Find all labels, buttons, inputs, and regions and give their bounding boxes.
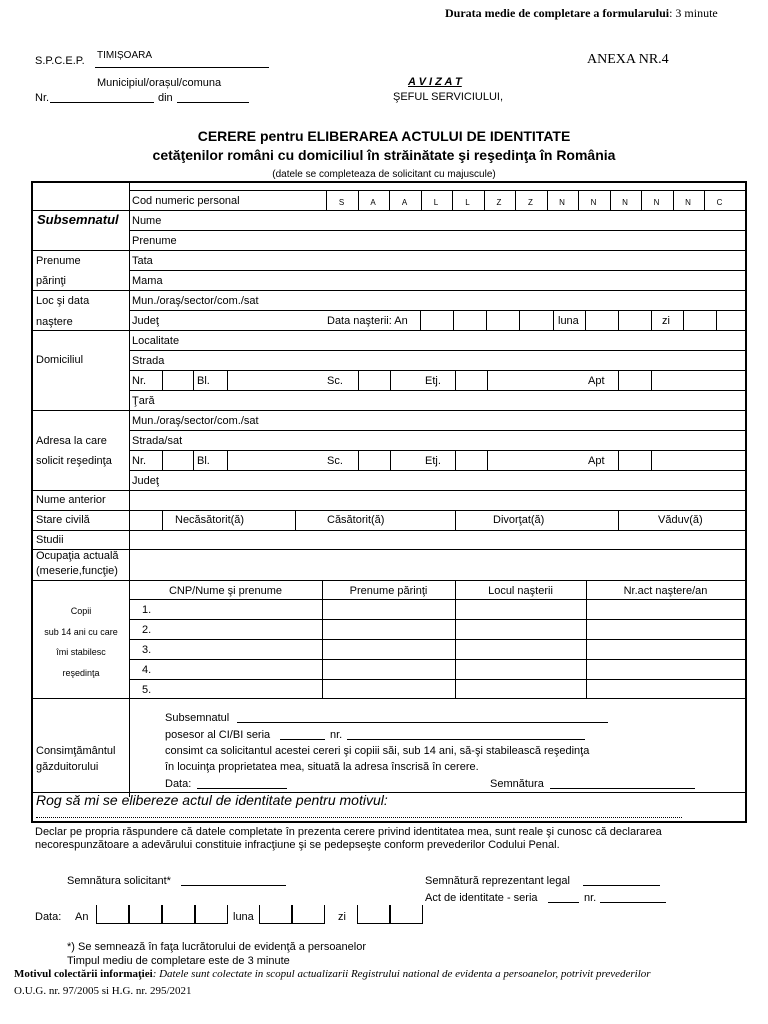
copii-sub-label: sub 14 ani cu care <box>44 627 118 637</box>
solicit-label: solicit reşedinţa <box>36 455 112 467</box>
copii-row-2[interactable]: 2. <box>142 624 152 636</box>
prenume-parinti-label: Prenume <box>36 255 81 267</box>
tara-label: Ţară <box>132 395 155 407</box>
copii-stabilesc-label: îmi stabilesc <box>56 647 106 657</box>
consim-nr-field[interactable] <box>347 728 585 740</box>
duration-note: Durata medie de completare a formularului: 3 minute <box>445 6 718 20</box>
sc2-label: Sc. <box>327 455 343 467</box>
nota-label: *) Se semnează în faţa lucrătorului de evidenţă a persoanelor <box>67 941 367 953</box>
consim-data: Data: <box>165 778 192 790</box>
zi-label: zi <box>662 315 670 327</box>
necasatorit-label: Necăsătorit(ă) <box>175 514 245 526</box>
gazduitor-label: găzduitorului <box>36 761 99 773</box>
avizat-label: A V I Z A T <box>408 76 462 88</box>
strada-label: Strada <box>132 355 165 367</box>
declar-2: necorespunzătoare a adevărului constituie infracţiune şi se pedepseşte conform prevederilor Codului Penal. <box>35 839 560 851</box>
spcep-field[interactable]: TIMIȘOARA <box>95 50 269 68</box>
din-label: din <box>158 92 173 104</box>
consim-data-field[interactable] <box>197 777 287 789</box>
strada-sat-label: Strada/sat <box>132 435 183 447</box>
copii-header-act: Nr.act naştere/an <box>623 585 708 597</box>
cnp-digit-label: S <box>338 198 345 207</box>
consim-nr: nr. <box>330 729 343 741</box>
act-identitate-label: Act de identitate - seria <box>425 892 538 904</box>
judet2-label: Judeţ <box>132 475 159 487</box>
cnp-digit-label: N <box>685 198 691 207</box>
nume-anterior-label: Nume anterior <box>36 494 106 506</box>
form-subtitle: cetăţenilor români cu domiciliul în străinătate şi reşedinţa în România <box>152 147 616 163</box>
casatorit-label: Căsătorit(ă) <box>327 514 385 526</box>
motiv-field[interactable] <box>36 812 682 818</box>
parinti-label: părinţi <box>36 275 66 287</box>
adresa-label: Adresa la care <box>36 435 107 447</box>
localitate-label: Localitate <box>132 335 180 347</box>
vaduv-label: Văduv(ă) <box>658 514 703 526</box>
date-box[interactable] <box>357 905 390 924</box>
cnp-digit-label: L <box>433 198 439 207</box>
domiciliul-label: Domiciliul <box>36 354 84 366</box>
form-title: CERERE pentru ELIBERAREA ACTULUI DE IDENTITATE <box>197 128 571 144</box>
cnp-digit-label: A <box>370 198 376 207</box>
stare-civila-label: Stare civilă <box>36 514 90 526</box>
apt2-label: Apt <box>588 455 605 467</box>
apt-label: Apt <box>588 375 605 387</box>
consim-text-1: consimt ca solicitantul acestei cereri şi copiii săi, sub 14 ani, să-şi stabilească reşedinţa <box>165 745 590 757</box>
date-box[interactable] <box>195 905 228 924</box>
studii-label: Studii <box>36 534 64 546</box>
consim-semnatura-field[interactable] <box>550 777 695 789</box>
an-label: An <box>75 911 89 923</box>
et-label: Etj. <box>425 375 441 387</box>
municipiul-label: Municipiul/orașul/comuna <box>97 77 222 89</box>
consim-text-2: în locuinţa proprietatea mea, situată la adresa înscrisă în cerere. <box>165 761 479 773</box>
cnp-label: Cod numeric personal <box>132 195 240 207</box>
date-box[interactable] <box>390 905 423 924</box>
copii-row-3[interactable]: 3. <box>142 644 152 656</box>
copii-resedinta-label: reşedinţa <box>62 668 100 678</box>
declar-1: Declar pe propria răspundere că datele completate în prezenta cerere privind identitatea mea, sunt reale şi cunosc că declararea <box>35 826 662 838</box>
mun-oras2-label: Mun./oraş/sector/com./sat <box>132 415 259 427</box>
consim-posesor: posesor al CI/BI seria <box>165 729 271 741</box>
mama-label: Mama <box>132 275 163 287</box>
motivul-colectarii: Motivul colectării informaţiei: Datele sunt colectate in scopul actualizarii Registrului national de evidenta a persoanelor, potrivit prevederilor <box>14 968 651 980</box>
copii-header-cnp: CNP/Nume şi prenume <box>168 585 283 597</box>
nr2-label: Nr. <box>132 455 147 467</box>
cnp-digit-label: Z <box>528 198 533 207</box>
date-box[interactable] <box>259 905 292 924</box>
anexa-label: ANEXA NR.4 <box>587 52 669 67</box>
ocupatia-label: Ocupaţia actuală <box>36 550 119 562</box>
rog-label: Rog să mi se elibereze actul de identitate pentru motivul: <box>36 792 388 808</box>
cnp-digit-label: N <box>590 198 597 207</box>
consim-seria-field[interactable] <box>280 728 325 740</box>
copii-row-4[interactable]: 4. <box>142 664 152 676</box>
zi-footer-label: zi <box>338 911 346 923</box>
prenume-label: Prenume <box>132 235 177 247</box>
copii-label: Copii <box>70 606 92 616</box>
act-nr-label: nr. <box>584 892 597 904</box>
tata-label: Tata <box>132 255 153 267</box>
data-nasterii-label: Data naşterii: An <box>327 315 408 327</box>
loc-data-label: Loc şi data <box>36 295 90 307</box>
cnp-digit-label: N <box>653 198 660 207</box>
judet-label: Judeţ <box>132 315 159 327</box>
cnp-digit-label: N <box>559 198 565 207</box>
luna-footer-label: luna <box>233 911 254 923</box>
bl-label: Bl. <box>197 375 210 387</box>
et2-label: Etj. <box>425 455 441 467</box>
cnp-digit-label: A <box>401 198 408 207</box>
act-nr-field[interactable] <box>600 892 666 903</box>
nr-label: Nr. <box>132 375 147 387</box>
cnp-digit-label: L <box>465 198 470 207</box>
semnatura-reprezentant-field[interactable] <box>583 875 660 886</box>
consim-semnatura: Semnătura <box>490 778 544 790</box>
spcep-label: S.P.C.E.P. <box>35 55 85 67</box>
bl2-label: Bl. <box>197 455 210 467</box>
mun-oras-label: Mun./oraş/sector/com./sat <box>132 295 259 307</box>
consim-label: Consimţământul <box>36 745 116 757</box>
divortat-label: Divorţat(ă) <box>493 514 545 526</box>
cnp-digit-label: N <box>622 198 628 207</box>
nr-label: Nr. <box>35 92 50 104</box>
copii-header-prenume: Prenume părinţi <box>349 585 428 597</box>
consim-subsemnatul: Subsemnatul <box>165 712 230 724</box>
cnp-digit-label: Z <box>496 198 502 207</box>
semnatura-solicitant-field[interactable] <box>181 875 286 886</box>
form-note: (datele se completeaza de solicitant cu majuscule) <box>272 169 496 180</box>
semnatura-reprezentant-label: Semnătură reprezentant legal <box>425 875 570 887</box>
data-label: Data: <box>35 911 62 923</box>
seful-label: ŞEFUL SERVICIULUI, <box>393 91 504 103</box>
act-seria-field[interactable] <box>548 892 579 903</box>
motivul-line2: O.U.G. nr. 97/2005 si H.G. nr. 295/2021 <box>14 985 192 997</box>
sc-label: Sc. <box>327 375 343 387</box>
date-box[interactable] <box>292 905 325 924</box>
nastere-label: naştere <box>36 316 73 328</box>
date-box[interactable] <box>129 905 162 924</box>
nr-field[interactable] <box>50 91 154 103</box>
consim-name-field[interactable] <box>237 711 608 723</box>
luna-label: luna <box>558 315 579 327</box>
timpul-label: Timpul mediu de completare este de 3 minute <box>67 955 290 967</box>
copii-row-5[interactable]: 5. <box>142 684 152 696</box>
copii-row-1[interactable]: 1. <box>142 604 152 616</box>
date-box[interactable] <box>96 905 129 924</box>
din-field[interactable] <box>177 91 249 103</box>
cnp-digit-label: C <box>716 198 723 207</box>
date-box[interactable] <box>162 905 195 924</box>
copii-header-loc: Locul naşterii <box>488 585 553 597</box>
semnatura-solicitant-label: Semnătura solicitant* <box>67 875 171 887</box>
ocupatia-sub-label: (meserie,funcţie) <box>36 565 118 577</box>
nume-label: Nume <box>132 215 162 227</box>
subsemnatul-label: Subsemnatul <box>37 212 119 227</box>
